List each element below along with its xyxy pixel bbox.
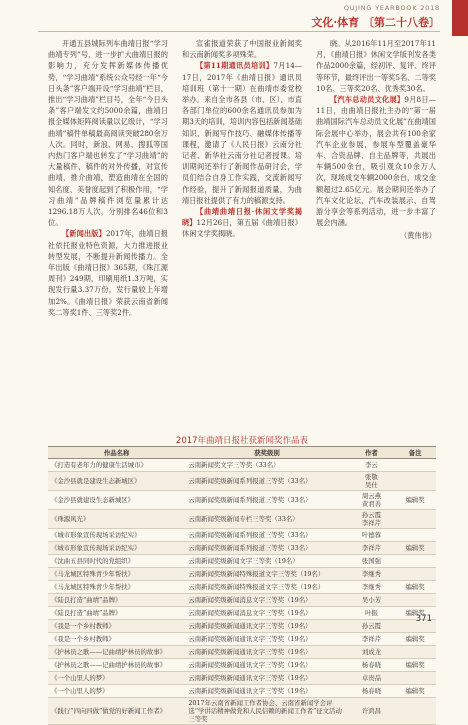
cell-author: 孙云霞 <box>349 620 395 633</box>
cell-level: 云南新闻奖级新闻特殊报道文字三等奖（19名） <box>185 581 348 594</box>
cell-work: 《打造有老年力的健康生活城市》 <box>48 459 185 472</box>
header-divider <box>38 31 440 32</box>
table-row <box>48 698 436 725</box>
cell-work: 《马龙城区特殊青少年帮扶》 <box>48 581 185 594</box>
table-row <box>48 672 436 685</box>
header-note: 备注 <box>394 447 436 459</box>
cell-author: 孙云霞 李祥芹 <box>349 510 395 529</box>
cell-note: 编辑奖 <box>394 581 436 594</box>
table-title: 2017年曲靖日报社获新闻奖作品表 <box>175 436 309 446</box>
cell-note <box>394 510 436 529</box>
section-heading: 【第11期通讯员培训】 <box>196 61 274 71</box>
cell-work: 《金沙县就是建设生态新城区》 <box>48 472 185 491</box>
cell-note <box>394 698 436 725</box>
article-paragraph: 晓。从2016年11月至2017年11月，《曲靖日报》休闲文学版刊发各类作品2000余篇，经初评、复评、终评等环节，最终评出一等奖5名、二等奖10名、三等奖20名、优秀奖30名。 <box>316 39 436 93</box>
table-row <box>48 685 436 698</box>
cell-note: 编辑奖 <box>394 685 436 698</box>
table-row <box>48 620 436 633</box>
table-row <box>48 607 436 620</box>
article-body <box>48 38 436 428</box>
cell-work: 《城市形象宣传现场采访纪实》 <box>48 529 185 542</box>
cell-author: 刘成龙 <box>349 646 395 659</box>
cell-author: 张敬 吴仕 <box>349 472 395 491</box>
table-row <box>48 542 436 555</box>
table-row <box>48 633 436 646</box>
cell-work: 《护林员之歌——记曲靖护林员的故事》 <box>48 646 185 659</box>
cell-note <box>394 472 436 491</box>
article-attribution: （黄伟伟） <box>400 231 436 241</box>
cell-work: 《践行“四向四做”做党的好新闻工作者》 <box>48 698 185 725</box>
section-heading: 【曲靖曲靖日报·休闲文学奖揭晓】 <box>182 207 302 228</box>
article-column-1 <box>48 38 168 428</box>
cell-author: 叶德蓉 <box>349 529 395 542</box>
cell-note <box>394 555 436 568</box>
cell-work: 《我是一个乡村教师》 <box>48 633 185 646</box>
cell-level: 云南新闻奖级新闻消息文字三等奖（19名） <box>185 607 348 620</box>
cell-author: 李祥芹 <box>349 633 395 646</box>
table-row <box>48 594 436 607</box>
header-level: 获奖级别 <box>185 447 348 459</box>
article-section <box>48 228 168 318</box>
cell-author: 张国强 <box>349 555 395 568</box>
section-heading: 【新闻出版】 <box>62 229 106 239</box>
cell-author: 叶振 <box>349 607 395 620</box>
cell-level: 云南新闻奖级新闻专栏三等奖（33名） <box>185 510 348 529</box>
side-tab-marker <box>452 0 468 36</box>
section-heading: 【汽车总动员文化展】 <box>330 95 405 105</box>
table-row <box>48 581 436 594</box>
section-title: 文化·体育 〔第二十八卷〕 <box>311 16 440 29</box>
section-text: 2017年，曲靖日报社依托报业特色资源，大力推进报业转型发展，不断提升新闻传播力。全年出版《曲靖日报》365期，《珠江源周刊》249期，印刷用纸1.3万吨，实现发行量3.37万份，发行量较上年增加2%。《曲靖日报》荣获云南省新闻奖二等奖1件、三等奖2件。 <box>48 229 168 317</box>
cell-note: 编辑奖 <box>394 607 436 620</box>
cell-level: 云南新闻奖级新闻特殊报道文字三等奖（19名） <box>185 568 348 581</box>
cell-note: 编辑奖 <box>394 659 436 672</box>
cell-level: 云南新闻奖级新闻通讯文字三等奖（19名） <box>185 646 348 659</box>
section-text: 9月8日—11日，由曲靖日报社主办的“第一届曲靖国际汽车总动员文化展”在曲靖国际会展中心举办，展会共有100余家汽车企业参展，参展车型覆盖豪华车、合资品牌、自主品牌等，共展出车辆500余台，吸引观众10余万人次，现场成交车辆2000余台，成交金额超过2.65亿元。展会期间还举办了汽车文化论坛、汽车改装展示、自驾游分享会等系列活动，进一步丰富了展会内涵。 <box>316 95 436 228</box>
header-work: 作品名称 <box>48 447 185 459</box>
cell-work: 《金沙县就建设生态新城区》 <box>48 491 185 510</box>
cell-level: 云南新闻奖级新闻消息文字三等奖（19名） <box>185 594 348 607</box>
cell-level: 2017年云南省新闻工作者协会、云南省新闻学会评选“学讲话精神做党和人民信赖的新闻工作者”征文活动三等奖 <box>185 698 348 725</box>
section-text: 12月26日，第五届《曲靖日报》休闲文学奖揭晓。 <box>182 218 302 239</box>
table-row <box>48 568 436 581</box>
cell-work: 《马龙城区特殊青少年帮扶》 <box>48 568 185 581</box>
header-author: 作者 <box>349 447 395 459</box>
cell-author: 杨春晓 <box>349 685 395 698</box>
page-header <box>0 0 468 34</box>
cell-author: 李继秀 <box>349 581 395 594</box>
cell-note <box>394 646 436 659</box>
cell-note: 编辑奖 <box>394 633 436 646</box>
cell-work: 《护林员之歌——记曲靖护林员的故事》 <box>48 659 185 672</box>
cell-level: 云南新闻奖级新闻系列报道三等奖（33名） <box>185 542 348 555</box>
awards-table <box>48 446 436 725</box>
table-row <box>48 659 436 672</box>
cell-work: 《珠源风光》 <box>48 510 185 529</box>
cell-level: 云南新闻奖级新闻通讯文字三等奖（19名） <box>185 620 348 633</box>
cell-work: 《陆良打造“曲靖”品牌》 <box>48 594 185 607</box>
table-row <box>48 491 436 510</box>
cell-level: 云南新闻奖级新闻文字三等奖（19名） <box>185 555 348 568</box>
cell-author: 杨春晓 <box>349 659 395 672</box>
article-section <box>182 206 302 240</box>
table-row <box>48 529 436 542</box>
table-row <box>48 510 436 529</box>
cell-author: 卓贵品 <box>349 672 395 685</box>
cell-note <box>394 459 436 472</box>
table-row <box>48 555 436 568</box>
cell-work: 《一个山里人的梦》 <box>48 672 185 685</box>
table-row <box>48 646 436 659</box>
cell-note: 编辑奖 <box>394 542 436 555</box>
cell-level: 云南新闻奖文字三等奖（33名） <box>185 459 348 472</box>
cell-work: 《陆良打造“曲靖”品牌》 <box>48 607 185 620</box>
cell-work: 《我是一个乡村教师》 <box>48 620 185 633</box>
cell-level: 云南新闻奖级新闻系列报道三等奖（33名） <box>185 491 348 510</box>
article-section <box>182 60 302 206</box>
cell-note <box>394 594 436 607</box>
cell-author: 李继秀 <box>349 568 395 581</box>
cell-note <box>394 529 436 542</box>
article-section <box>316 94 436 228</box>
article-paragraph: 开通五县城际列车曲靖日报“学习曲靖专列”号，进一步扩大曲靖日报的影响力，充分发挥新媒体传播优势，“学习曲靖”系统公众号经一年“今日头条”客户端开设“学习曲靖”栏目，推出“学习曲靖”栏目号，全年“今日头条”客户端发文约5000余篇，曲靖日报全媒体矩阵阅读量以亿级计，“学习曲靖”稿件单稿最高阅读突破280余万人次。同时，新浪、网易、搜狐等国内热门客户端也转发了“学习曲靖”的大量稿件，稿件的对外传播，对宣传曲靖、推介曲靖，塑造曲靖在全国的知名度、美誉度起到了积极作用，“学习曲靖”品牌稿件浏览量累计达1296.18万人次，分别排名46位和3位。 <box>48 39 168 228</box>
cell-level: 云南新闻奖级新闻通讯文字三等奖（19名） <box>185 685 348 698</box>
cell-note <box>394 568 436 581</box>
cell-level: 云南新闻奖级新闻系列报道三等奖（33名） <box>185 472 348 491</box>
cell-author: 李祥芹 <box>349 542 395 555</box>
table-row <box>48 459 436 472</box>
cell-author: 周云燕 黄君善 <box>349 491 395 510</box>
section-text: 7月14—17日，2017年《曲靖日报》通讯员培训班（第十一期）在曲靖市委党校举办。来自全市各县（市、区）、市直各部门单位的600余名通讯员参加为期3天的培训，培训内容包括新闻基础知识、新闻写作技巧、融媒体传播等课程，邀请了《人民日报》云南分社记者、新华社云南分社记者授课。培训期间还举行了新闻作品研讨会，学员们结合自身工作实践，交流新闻写作经验，提升了新闻报道质量，为曲靖日报社提供了有力的稿源支持。 <box>182 61 302 205</box>
cell-work: 《城市形象宣传现场采访纪实》 <box>48 542 185 555</box>
cell-work: 《一个山里人的梦》 <box>48 685 185 698</box>
cell-author: 李云 <box>349 459 395 472</box>
cell-level: 云南新闻奖级新闻系列报道三等奖（33名） <box>185 529 348 542</box>
cell-level: 云南新闻奖级新闻通讯文字三等奖（19名） <box>185 633 348 646</box>
table-row <box>48 472 436 491</box>
article-column-2 <box>182 38 302 428</box>
cell-level: 云南新闻奖级新闻通讯文字三等奖（19名） <box>185 659 348 672</box>
page-number: 371 <box>415 614 432 624</box>
yearbook-label: QUJING YEARBOOK 2018 <box>343 4 440 12</box>
cell-note: 编辑奖 <box>394 491 436 510</box>
cell-note <box>394 672 436 685</box>
cell-work: 《沈曲五县同时代的党组织》 <box>48 555 185 568</box>
cell-author: 许鸿昌 <box>349 698 395 725</box>
article-column-3 <box>316 38 436 428</box>
table-header-row <box>48 447 436 459</box>
article-paragraph: 宣雀报道荣获了中国报业新闻奖和云南新闻奖多项殊荣。 <box>182 39 302 60</box>
cell-level: 云南新闻奖级新闻通讯文字三等奖（19名） <box>185 672 348 685</box>
cell-author: 吴小芳 <box>349 594 395 607</box>
